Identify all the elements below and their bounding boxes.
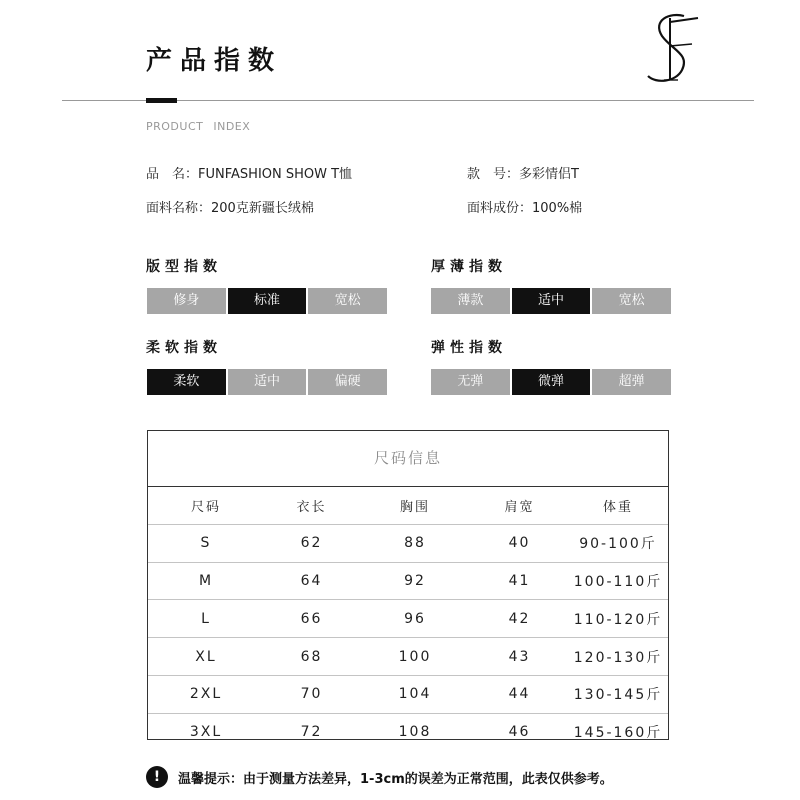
thickness-index-label: 厚薄指数 [431, 259, 507, 275]
size-cell: L [201, 610, 211, 627]
table-row [148, 714, 668, 751]
fs-monogram-logo [640, 10, 702, 88]
table-row [148, 676, 668, 714]
shoulder-cell: 42 [508, 610, 531, 627]
size-cell: XL [195, 648, 217, 665]
fit-index-scale [147, 288, 387, 314]
shoulder-cell: 44 [508, 686, 531, 703]
fabric-name-label: 面料名称： [146, 201, 212, 216]
measurement-note [146, 766, 613, 788]
length-cell: 62 [300, 535, 323, 552]
size-table-title: 尺码信息 [148, 431, 668, 487]
softness-option: 偏硬 [308, 369, 387, 395]
elasticity-option: 超弹 [592, 369, 671, 395]
softness-index-scale [147, 369, 387, 395]
fabric-composition-value: 100%棉 [532, 201, 583, 216]
size-cell: S [200, 535, 212, 552]
softness-option: 柔软 [147, 369, 226, 395]
thickness-option: 宽松 [592, 288, 671, 314]
style-number-value: 多彩情侣T [519, 167, 579, 182]
shoulder-cell: 40 [508, 535, 531, 552]
fit-option: 修身 [147, 288, 226, 314]
fit-option: 标准 [228, 288, 307, 314]
weight-cell: 90-100斤 [579, 536, 657, 553]
length-cell: 72 [300, 724, 323, 741]
subtitle-word-1: PRODUCT [146, 120, 204, 133]
table-row [148, 563, 668, 601]
style-number-row [467, 163, 579, 182]
exclamation-icon: ! [146, 766, 168, 788]
header-cell: 衣长 [296, 499, 327, 515]
elasticity-option: 微弹 [512, 369, 591, 395]
thickness-index-scale [431, 288, 671, 314]
weight-cell: 100-110斤 [573, 573, 663, 590]
softness-option: 适中 [228, 369, 307, 395]
shoulder-cell: 46 [508, 724, 531, 741]
style-number-label: 款 号： [467, 167, 520, 182]
chest-cell: 108 [398, 724, 432, 741]
header-cell: 体重 [602, 499, 633, 515]
thickness-option: 适中 [512, 288, 591, 314]
softness-index-label: 柔软指数 [146, 340, 222, 356]
table-row [148, 525, 668, 563]
chest-cell: 96 [404, 610, 426, 627]
fabric-composition-row [467, 197, 582, 216]
length-cell: 68 [300, 648, 323, 665]
chest-cell: 92 [404, 572, 426, 589]
fabric-name-value: 200克新疆长绒棉 [211, 201, 314, 216]
title-accent-bar [146, 98, 177, 103]
length-cell: 66 [300, 610, 323, 627]
note-text: 温馨提示：由于测量方法差异，1-3cm的误差为正常范围，此表仅供参考。 [178, 771, 613, 787]
size-table [147, 430, 669, 740]
elasticity-option: 无弹 [431, 369, 510, 395]
fit-option: 宽松 [308, 288, 387, 314]
thickness-option: 薄款 [431, 288, 510, 314]
weight-cell: 120-130斤 [573, 649, 663, 666]
page-subtitle [146, 120, 260, 133]
page-title: 产品指数 [146, 46, 283, 76]
fit-index-label: 版型指数 [146, 259, 222, 275]
product-name-value: FUNFASHION SHOW T恤 [198, 167, 353, 182]
product-name-label: 品 名： [146, 167, 199, 182]
size-cell: M [198, 572, 214, 589]
weight-cell: 110-120斤 [573, 611, 663, 628]
weight-cell: 130-145斤 [573, 687, 663, 704]
elasticity-index-label: 弹性指数 [431, 340, 507, 356]
fabric-composition-label: 面料成份： [467, 201, 533, 216]
length-cell: 64 [300, 572, 323, 589]
elasticity-index-scale [431, 369, 671, 395]
header-cell: 尺码 [190, 499, 221, 515]
size-cell: 3XL [189, 724, 223, 741]
table-row [148, 600, 668, 638]
header-cell: 胸围 [399, 499, 430, 515]
product-name-row [146, 163, 352, 182]
chest-cell: 88 [404, 535, 426, 552]
table-row [148, 638, 668, 676]
shoulder-cell: 41 [508, 572, 531, 589]
subtitle-word-2: INDEX [213, 120, 251, 133]
size-table-header [148, 487, 668, 525]
header-cell: 肩宽 [504, 499, 535, 515]
weight-cell: 145-160斤 [573, 725, 663, 742]
chest-cell: 100 [398, 648, 432, 665]
size-cell: 2XL [189, 686, 223, 703]
length-cell: 70 [300, 686, 323, 703]
chest-cell: 104 [398, 686, 432, 703]
shoulder-cell: 43 [508, 648, 531, 665]
fabric-name-row [146, 197, 314, 216]
